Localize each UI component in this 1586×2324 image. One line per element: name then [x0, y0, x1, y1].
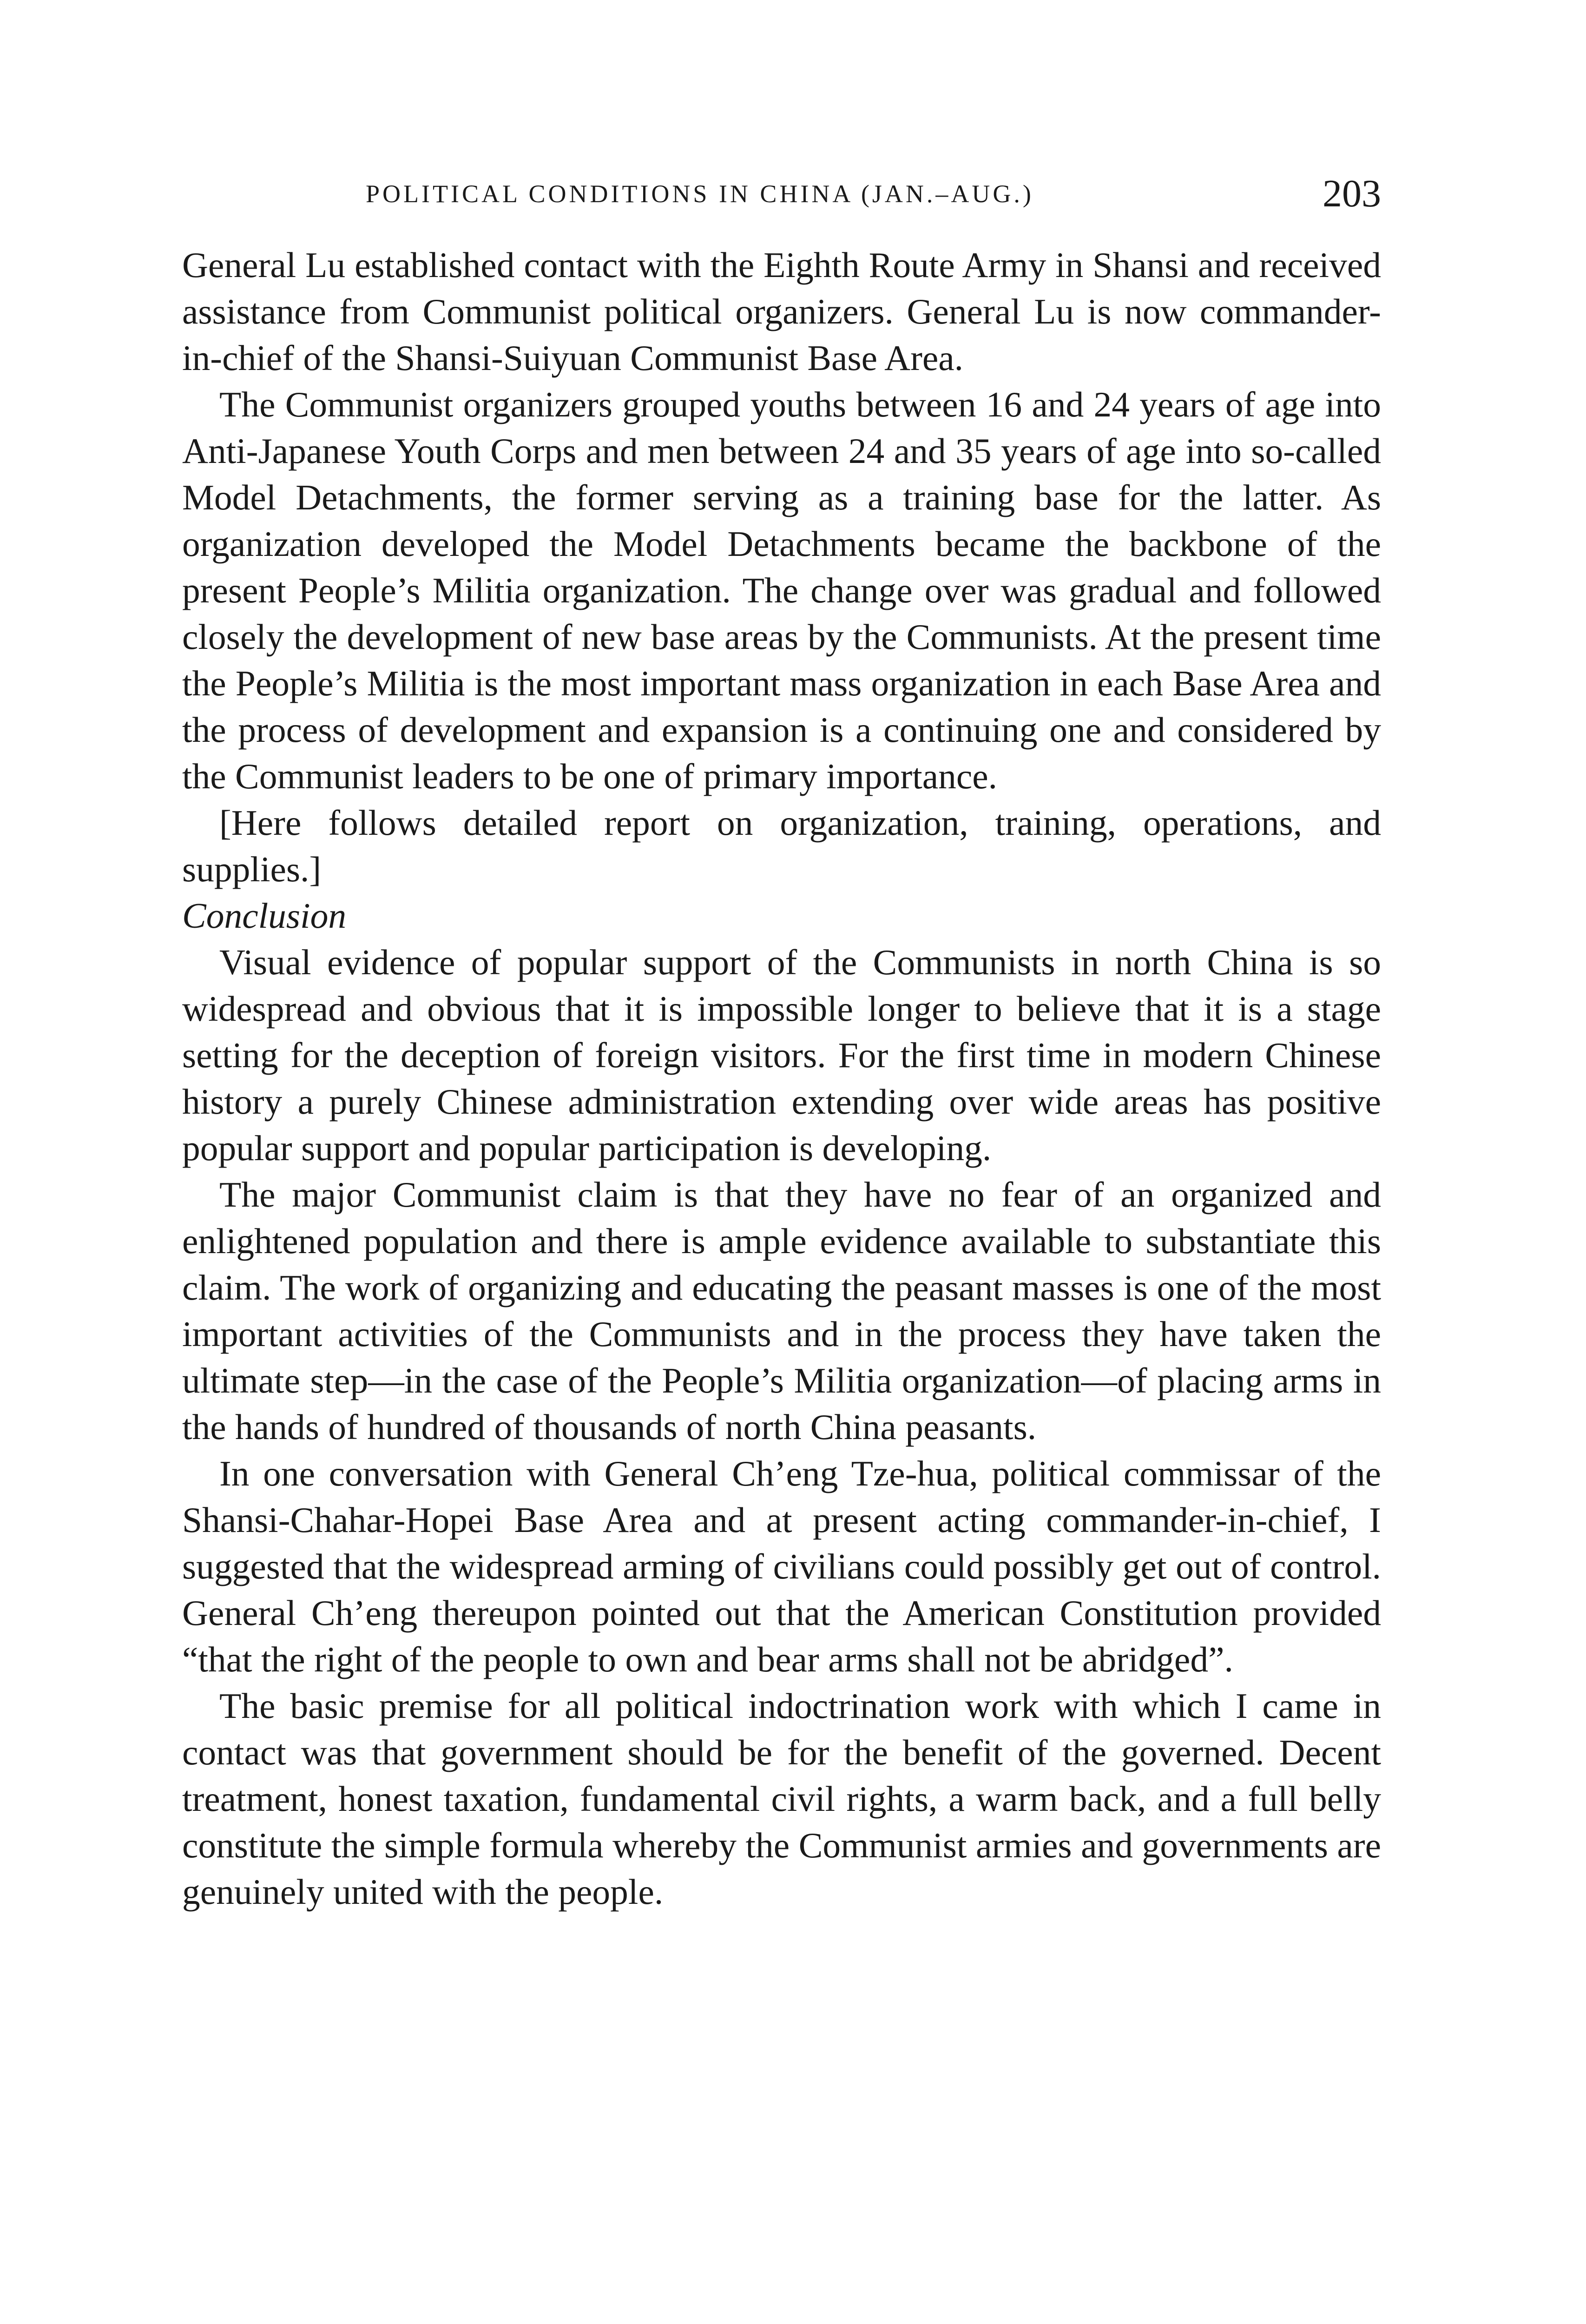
running-head — [182, 171, 1381, 222]
section-heading-conclusion: Conclusion — [182, 896, 347, 936]
body-text — [182, 242, 1381, 1915]
document-page — [182, 0, 1381, 2324]
paragraph-major-claim: The major Communist claim is that they have no fear of an organized and enlightened population and there is ample evidence available to substantiate this claim. The work of organizing and educating the peasant masses is one of the most important activities of the Communists and in the process they have taken the ultimate step—in the case of the People’s Militia organization—of placing arms in the hands of hundred of thousands of north China peasants. — [182, 1175, 1381, 1447]
page-number: 203 — [1323, 172, 1381, 215]
paragraph-basic-premise: The basic premise for all political indoctrination work with which I came in contact was that government should be for the benefit of the governed. Decent treatment, honest taxation, fundamental civil rights, a warm back, and a full belly constitute the simple formula whereby the Communist armies and governments are genuinely united with the people. — [182, 1686, 1381, 1912]
running-title: POLITICAL CONDITIONS IN CHINA (JAN.–AUG.) — [366, 180, 1034, 208]
paragraph-general-lu: General Lu established contact with the Eighth Route Army in Shansi and received assistance from Communist political organizers. General Lu is now commander-in-chief of the Shansi-Suiyuan Communist Base Area. — [182, 245, 1381, 378]
paragraph-youth-corps: The Communist organizers grouped youths between 16 and 24 years of age into Anti-Japanese Youth Corps and men between 24 and 35 years of age into so-called Model Detachments, the former serving as a training base for the latter. As organization developed the Model Detachments became the backbone of the present People’s Militia organization. The change over was gradual and followed closely the development of new base areas by the Communists. At the present time the People’s Militia is the most important mass organization in each Base Area and the process of development and expansion is a continuing one and considered by the Communist leaders to be one of primary importance. — [182, 384, 1381, 796]
paragraph-visual-evidence: Visual evidence of popular support of the Communists in north China is so widespread and obvious that it is impossible longer to believe that it is a stage setting for the deception of foreign visitors. For the first time in modern Chinese history a purely Chinese administration extending over wide areas has positive popular support and popular participation is developing. — [182, 942, 1381, 1168]
paragraph-conversation: In one conversation with General Ch’eng Tze-hua, political commissar of the Shansi-Chahar-Hopei Base Area and at present acting commander-in-chief, I suggested that the widespread arming of civilians could possibly get out of control. General Ch’eng thereupon pointed out that the American Constitution provided “that the right of the people to own and bear arms shall not be abridged”. — [182, 1453, 1381, 1679]
paragraph-editorial-note: [Here follows detailed report on organization, training, operations, and supplies.] — [182, 803, 1381, 889]
